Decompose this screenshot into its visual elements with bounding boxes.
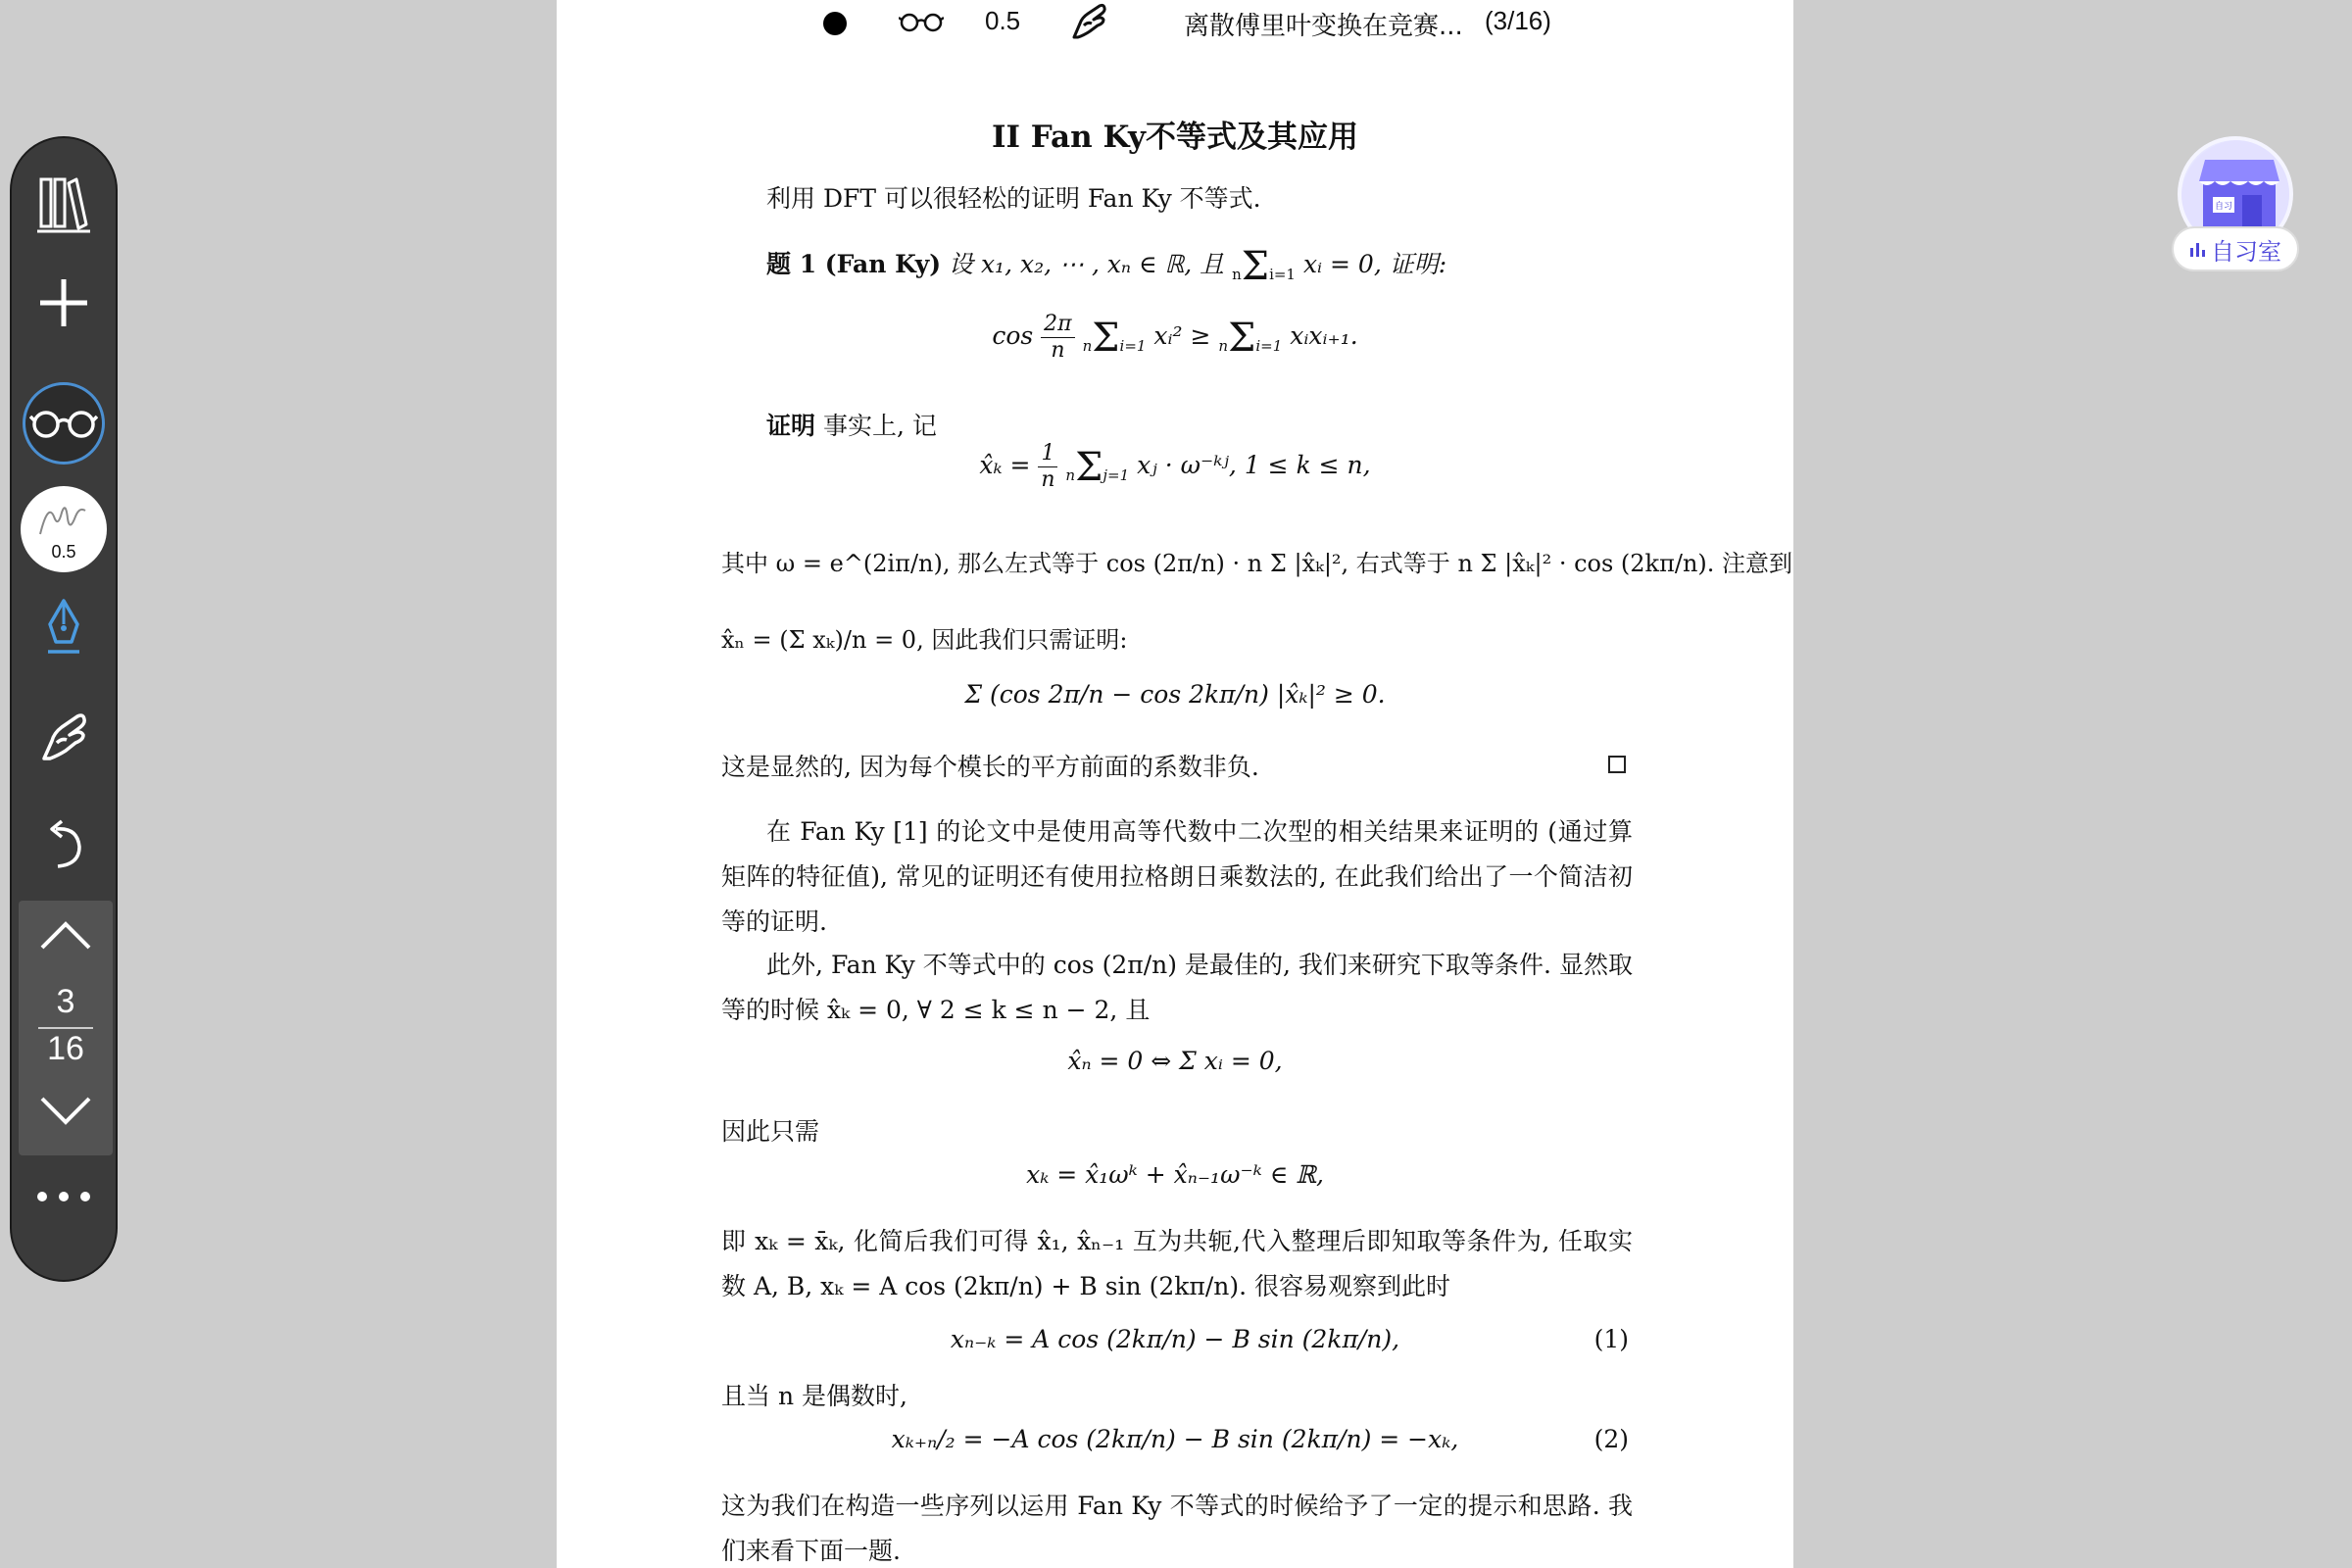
problem-text-b: xᵢ = 0, 证明:	[1302, 250, 1447, 278]
equivalence-equation: x̂ₙ = 0 ⇔ Σ xᵢ = 0,	[1067, 1047, 1283, 1075]
section-title: II Fan Ky不等式及其应用	[991, 120, 1359, 155]
equation-1: xₙ₋ₖ = A cos (2kπ/n) − B sin (2kπ/n),	[950, 1325, 1400, 1353]
problem-label: 题 1 (Fan Ky)	[766, 250, 942, 278]
chevron-down-icon[interactable]	[40, 1097, 91, 1130]
hand-tool-icon[interactable]	[36, 711, 91, 762]
proof-text: 事实上, 记	[822, 412, 937, 440]
main-inequality	[557, 312, 1793, 364]
study-room-label[interactable]	[2172, 226, 2299, 271]
chevron-up-icon[interactable]	[40, 920, 91, 954]
signature-pen-button[interactable]	[21, 486, 107, 572]
bar-chart-icon	[2189, 240, 2207, 258]
problem-text-a: 设 x₁, x₂, ⋯ , xₙ ∈ ℝ, 且	[949, 250, 1225, 278]
intro-line: 利用 DFT 可以很轻松的证明 Fan Ky 不等式.	[766, 184, 1261, 213]
document-title: 离散傅里叶变换在竞赛...	[1184, 12, 1463, 41]
library-icon[interactable]	[37, 175, 90, 234]
total-pages-number: 16	[47, 1030, 84, 1067]
obvious-line: 这是显然的, 因为每个模长的平方前面的系数非负.	[721, 753, 1259, 781]
equation-2-number: (2)	[1593, 1425, 1629, 1453]
xn-line: x̂ₙ = (Σ xₖ)/n = 0, 因此我们只需证明:	[721, 626, 1128, 654]
undo-icon[interactable]	[42, 817, 85, 870]
left-toolbar	[10, 136, 118, 1282]
document-page[interactable]	[557, 0, 1793, 1568]
problem-statement	[766, 243, 1447, 289]
frac-1-n: $\frac{1}{n}$	[1038, 441, 1057, 493]
omega-line: 其中 ω = e^(2iπ/n), 那么左式等于 cos (2π/n) · n Σ |x̂ₖ|², 右式等于 n Σ |x̂ₖ|² · cos (2kπ/n). 注意到	[721, 550, 1793, 577]
even-line: 且当 n 是偶数时,	[721, 1382, 907, 1410]
fanky-paragraph: 在 Fan Ky [1] 的论文中是使用高等代数中二次型的相关结果来证明的 (通过算矩阵的特征值), 常见的证明还有使用拉格朗日乘数法的, 在此我们给出了一个简洁初等的证明.	[721, 817, 1633, 936]
eq-main-c: xᵢxᵢ₊₁.	[1290, 321, 1358, 350]
conjugate-paragraph: 即 xₖ = x̄ₖ, 化简后我们可得 x̂₁, x̂ₙ₋₁ 互为共轭,代入整理后即知取等条件为, 任取实数 A, B, xₖ = A cos (2kπ/n) + B sin (2kπ/n). 很容易观察到此时	[721, 1227, 1633, 1300]
status-bar	[557, 0, 1793, 45]
more-options-icon[interactable]	[36, 1191, 91, 1202]
signature-width-value: 0.5	[51, 542, 76, 562]
only-need-line: 因此只需	[721, 1117, 820, 1146]
proof-label: 证明	[766, 412, 816, 440]
sum-symbol: nΣi=1	[1218, 315, 1283, 361]
eq-def-a: x̂ₖ =	[979, 451, 1031, 479]
fountain-pen-icon[interactable]	[44, 599, 83, 658]
page-divider	[38, 1027, 93, 1029]
dft-definition	[557, 441, 1793, 493]
closing-paragraph: 这为我们在构造一些序列以运用 Fan Ky 不等式的时候给予了一定的提示和思路. 我们来看下面一题.	[721, 1492, 1633, 1565]
page-navigator	[19, 901, 113, 1155]
stroke-width-value: 0.5	[985, 6, 1021, 35]
sum-symbol: nΣi=1	[1232, 243, 1296, 289]
study-sign-text: 自习	[2214, 202, 2233, 212]
frac-2pi-n: $\frac{2\pi}{n}$	[1041, 312, 1074, 364]
equation-1-number: (1)	[1593, 1325, 1629, 1353]
best-constant-paragraph: 此外, Fan Ky 不等式中的 cos (2π/n) 是最佳的, 我们来研究下取等条件. 显然取等的时候 x̂ₖ = 0, ∀ 2 ≤ k ≤ n − 2, 且	[721, 951, 1633, 1024]
xk-equation: xₖ = x̂₁ωᵏ + x̂ₙ₋₁ω⁻ᵏ ∈ ℝ,	[1026, 1160, 1324, 1189]
add-icon[interactable]	[38, 277, 89, 328]
qed-box	[1608, 756, 1626, 773]
reading-mode-icon[interactable]	[899, 10, 944, 40]
eq-def-b: xⱼ · ω⁻ᵏʲ, 1 ≤ k ≤ n,	[1137, 451, 1371, 479]
sum-symbol: nΣj=1	[1065, 444, 1130, 490]
current-page-number: 3	[56, 983, 75, 1020]
eq-main-a: cos	[992, 321, 1034, 350]
eq-main-b: xᵢ² ≥	[1153, 321, 1211, 350]
study-room-text: 自习室	[2211, 237, 2281, 266]
sum-symbol: nΣi=1	[1082, 315, 1147, 361]
page-indicator: (3/16)	[1485, 6, 1551, 35]
needed-inequality: Σ (cos 2π/n − cos 2kπ/n) |x̂ₖ|² ≥ 0.	[964, 680, 1386, 709]
equation-2: xₖ₊ₙ/₂ = −A cos (2kπ/n) − B sin (2kπ/n) = −xₖ,	[891, 1425, 1459, 1453]
reading-mode-button[interactable]	[23, 382, 105, 465]
hand-tool-icon[interactable]	[1068, 2, 1109, 46]
stroke-color-dot[interactable]	[823, 12, 847, 35]
study-room-widget[interactable]	[2172, 136, 2299, 275]
